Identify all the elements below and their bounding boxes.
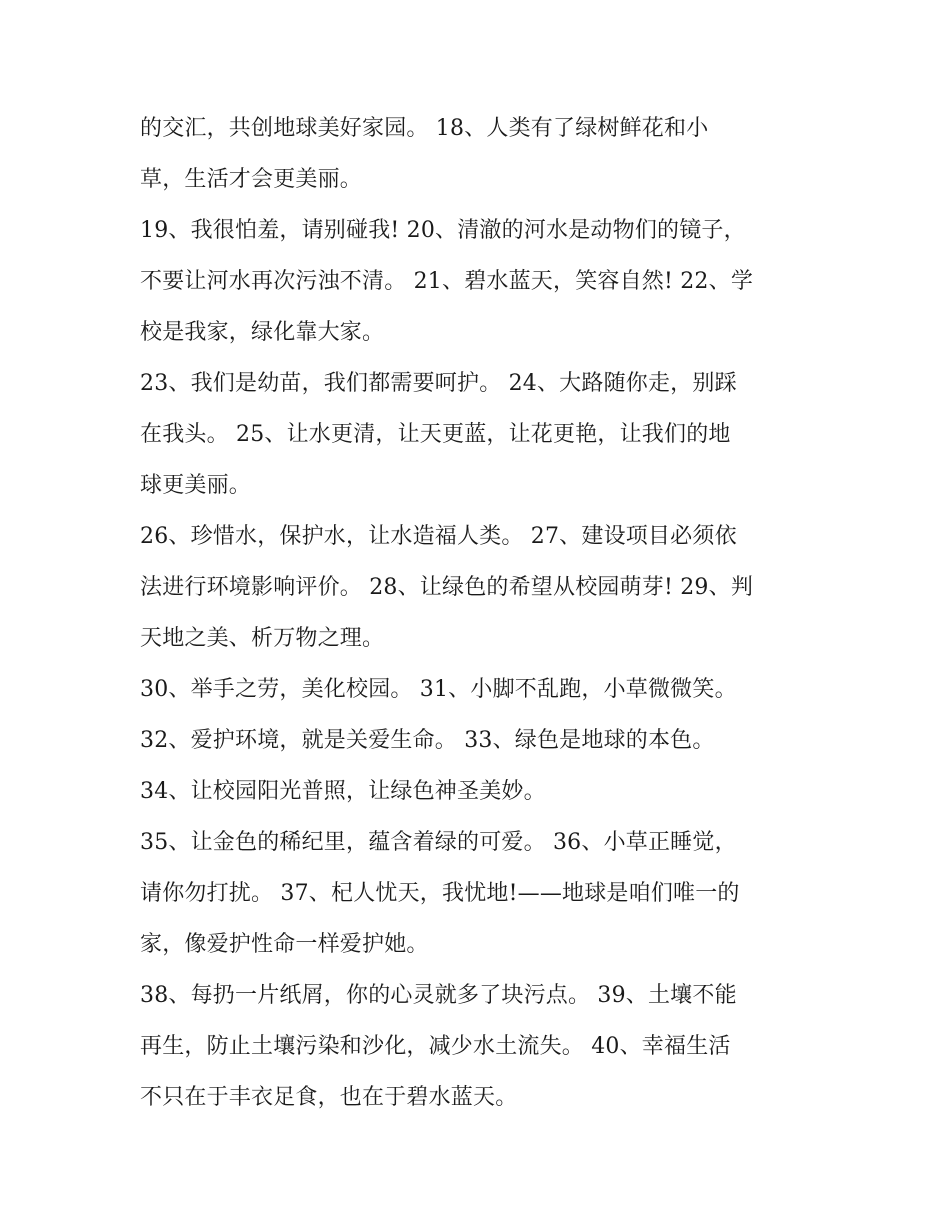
text-line: 在我头。 25、让水更清，让天更蓝，让花更艳，让我们的地 [140, 422, 731, 447]
text-line: 32、爱护环境，就是关爱生命。 33、绿色是地球的本色。 [140, 728, 715, 753]
text-line: 的交汇，共创地球美好家园。 18、人类有了绿树鲜花和小 [140, 116, 709, 141]
text-line: 家，像爱护性命一样爱护她。 [140, 932, 429, 957]
text-line: 26、珍惜水，保护水，让水造福人类。 27、建设项目必须依 [140, 524, 737, 549]
text-line: 38、每扔一片纸屑，你的心灵就多了块污点。 39、土壤不能 [140, 983, 737, 1008]
text-line: 请你勿打扰。 37、杞人忧天，我忧地!——地球是咱们唯一的 [140, 881, 740, 906]
text-line: 校是我家，绿化靠大家。 [140, 320, 385, 345]
text-line: 19、我很怕羞，请别碰我! 20、清澈的河水是动物们的镜子， [140, 218, 746, 243]
document-body [140, 103, 820, 1123]
text-line: 球更美丽。 [140, 473, 252, 498]
text-line: 天地之美、析万物之理。 [140, 626, 385, 651]
text-line: 草，生活才会更美丽。 [140, 167, 363, 192]
text-line: 30、举手之劳，美化校园。 31、小脚不乱跑，小草微微笑。 [140, 677, 737, 702]
text-line: 23、我们是幼苗，我们都需要呵护。 24、大路随你走，别踩 [140, 371, 737, 396]
text-line: 不只在于丰衣足食，也在于碧水蓝天。 [140, 1085, 518, 1110]
text-line: 不要让河水再次污浊不清。 21、碧水蓝天，笑容自然! 22、学 [140, 269, 754, 294]
text-line: 再生，防止土壤污染和沙化，减少水土流失。 40、幸福生活 [140, 1034, 731, 1059]
text-line: 34、让校园阳光普照，让绿色神圣美妙。 [140, 779, 546, 804]
text-line: 35、让金色的稀纪里，蕴含着绿的可爱。 36、小草正睡觉， [140, 830, 737, 855]
text-line: 法进行环境影响评价。 28、让绿色的希望从校园萌芽! 29、判 [140, 575, 754, 600]
